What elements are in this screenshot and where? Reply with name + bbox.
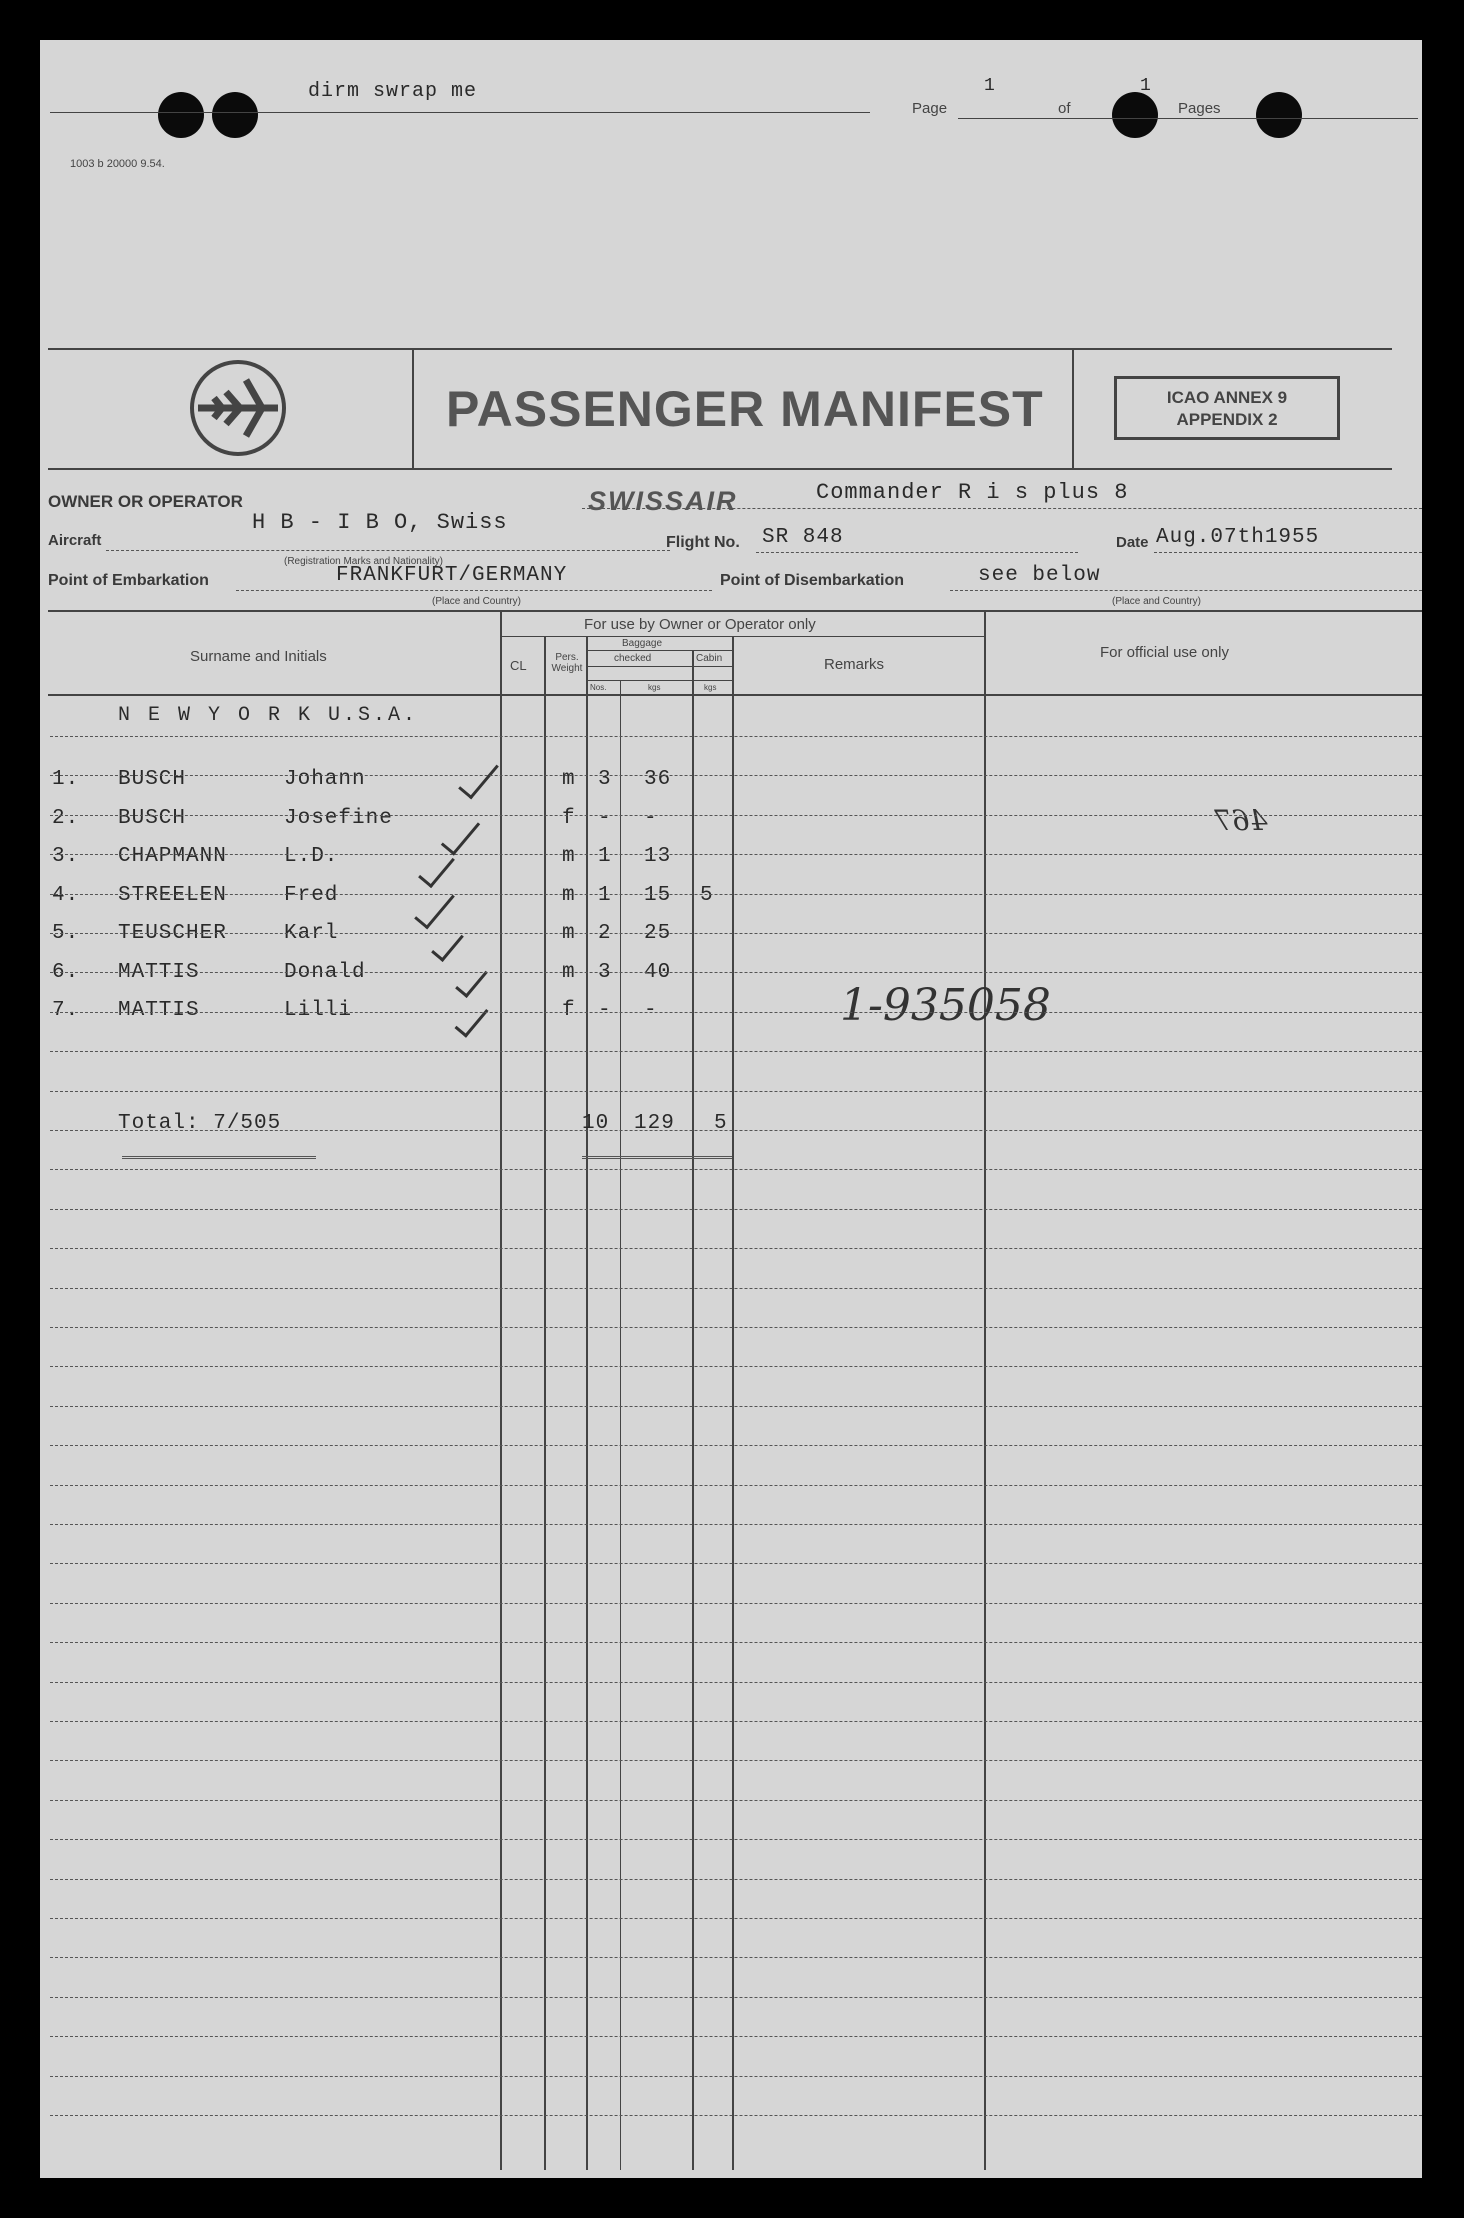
table-rule <box>50 1445 1422 1446</box>
airline-name: SWISSAIR <box>588 486 738 516</box>
row-number: 3. <box>52 845 80 868</box>
row-weight: f <box>562 806 576 830</box>
disembark-caption: (Place and Country) <box>1112 596 1201 607</box>
row-number: 5. <box>52 922 80 945</box>
row-weight: f <box>562 999 576 1022</box>
info-rule <box>582 508 1422 509</box>
date-label: Date <box>1116 534 1149 551</box>
row-number: 1. <box>52 768 80 791</box>
col-cl-header: CL <box>510 658 527 673</box>
aircraft-label: Aircraft <box>48 532 102 549</box>
table-rule <box>50 1563 1422 1564</box>
total-underline <box>582 1156 732 1159</box>
table-top-rule <box>48 610 1422 612</box>
row-baggage-kgs: 40 <box>644 960 672 984</box>
row-baggage-kgs: 13 <box>644 845 672 868</box>
embark-value: FRANKFURT/GERMANY <box>336 564 568 587</box>
row-surname: BUSCH <box>118 768 187 791</box>
disembark-value: see below <box>978 564 1101 587</box>
row-baggage-nos: 2 <box>598 922 612 945</box>
table-rule <box>50 1760 1422 1761</box>
page-label: Page <box>912 100 948 117</box>
table-rule <box>50 1642 1422 1643</box>
row-number: 6. <box>52 960 80 984</box>
baggage-rule <box>586 650 732 651</box>
table-rule <box>50 933 1422 934</box>
punch-hole <box>1112 92 1158 138</box>
row-cabin-kgs: 5 <box>700 883 714 907</box>
kgs-header: kgs <box>648 683 661 692</box>
table-row <box>40 880 1422 920</box>
handwritten-official: 467 <box>1214 804 1268 837</box>
cabin-header: Cabin <box>696 653 723 664</box>
row-baggage-nos: 1 <box>598 883 612 907</box>
table-rule <box>50 2076 1422 2077</box>
table-rule <box>50 1918 1422 1919</box>
embark-label: Point of Embarkation <box>48 572 209 589</box>
table-row <box>40 841 1422 881</box>
table-rule <box>50 1169 1422 1170</box>
table-rule <box>50 1721 1422 1722</box>
row-weight: m <box>562 845 576 868</box>
col-weight-header: Pers. Weight <box>551 652 583 674</box>
top-rule-right <box>958 118 1418 119</box>
header-bottom-rule <box>48 468 1392 470</box>
table-rule <box>50 1091 1422 1092</box>
form-code: 1003 b 20000 9.54. <box>70 158 165 170</box>
checked-header: checked <box>614 653 652 664</box>
icao-box <box>1114 376 1340 440</box>
table-rule <box>50 1366 1422 1367</box>
total-kgs: 129 <box>634 1112 675 1135</box>
row-initials: Donald <box>284 960 366 984</box>
table-rule <box>50 1012 1422 1013</box>
table-rule <box>50 1209 1422 1210</box>
row-baggage-kgs: - <box>644 806 658 830</box>
header-divider <box>1072 350 1074 468</box>
table-rule <box>50 1485 1422 1486</box>
manifest-sheet <box>40 40 1422 2178</box>
table-rule <box>50 1130 1422 1131</box>
table-row <box>40 995 1422 1035</box>
owner-use-rule <box>500 636 984 637</box>
row-baggage-nos: - <box>598 999 612 1022</box>
table-row <box>40 957 1422 997</box>
table-rule <box>50 1800 1422 1801</box>
destination-label: N E W Y O R K U.S.A. <box>118 704 419 727</box>
info-rule <box>950 590 1422 591</box>
info-rule <box>106 550 670 551</box>
table-row <box>40 764 1422 804</box>
punch-hole <box>158 92 204 138</box>
row-initials: Karl <box>284 922 339 945</box>
disembark-label: Point of Disembarkation <box>720 572 905 589</box>
header-divider <box>412 350 414 468</box>
table-rule <box>50 1997 1422 1998</box>
flight-label: Flight No. <box>666 534 740 551</box>
remarks-header: Remarks <box>824 656 885 673</box>
punch-hole <box>212 92 258 138</box>
table-rule <box>50 1524 1422 1525</box>
table-rule <box>50 854 1422 855</box>
row-baggage-nos: 3 <box>598 960 612 984</box>
checked-rule <box>586 666 732 667</box>
subhead-rule <box>586 680 732 681</box>
row-baggage-kgs: 15 <box>644 883 672 907</box>
table-rule <box>50 972 1422 973</box>
flight-value: SR 848 <box>762 526 844 549</box>
handwritten-remark: 1-935058 <box>840 980 1051 1031</box>
row-weight: m <box>562 768 576 791</box>
registration-caption: (Registration Marks and Nationality) <box>284 556 443 567</box>
row-initials: L.D. <box>284 845 339 868</box>
row-surname: MATTIS <box>118 960 200 984</box>
total-nos: 10 <box>582 1112 610 1135</box>
owner-use-header: For use by Owner or Operator only <box>584 616 816 633</box>
table-rule <box>50 1406 1422 1407</box>
row-baggage-kgs: 36 <box>644 768 672 791</box>
table-rule <box>50 1839 1422 1840</box>
row-baggage-nos: - <box>598 806 612 830</box>
top-rule <box>50 112 870 113</box>
row-number: 4. <box>52 883 80 907</box>
aircraft-value: H B - I B O, Swiss <box>252 510 508 535</box>
row-initials: Lilli <box>284 999 353 1022</box>
nos-header: Nos. <box>590 683 607 692</box>
row-initials: Fred <box>284 883 339 907</box>
row-weight: m <box>562 922 576 945</box>
table-rule <box>50 2036 1422 2037</box>
date-value: Aug.07th1955 <box>1156 526 1320 549</box>
table-rule <box>50 775 1422 776</box>
row-number: 7. <box>52 999 80 1022</box>
row-surname: MATTIS <box>118 999 200 1022</box>
row-baggage-nos: 3 <box>598 768 612 791</box>
typed-note: dirm swrap me <box>308 80 478 103</box>
commander-field: Commander R i s plus 8 <box>816 480 1129 505</box>
table-row <box>40 918 1422 958</box>
pages-label: Pages <box>1178 100 1221 117</box>
table-rule <box>50 1051 1422 1052</box>
official-use-header: For official use only <box>1100 644 1229 661</box>
table-rule <box>50 894 1422 895</box>
header-top-rule <box>48 348 1392 350</box>
row-surname: BUSCH <box>118 806 187 830</box>
punch-hole <box>1256 92 1302 138</box>
icao-line2: APPENDIX 2 <box>1176 410 1278 429</box>
row-number: 2. <box>52 806 80 830</box>
total-cabin: 5 <box>714 1112 728 1135</box>
row-surname: CHAPMANN <box>118 845 227 868</box>
total-underline <box>122 1156 316 1159</box>
table-rule <box>50 2115 1422 2116</box>
info-rule <box>236 590 712 591</box>
row-weight: m <box>562 960 576 984</box>
table-header-rule <box>48 694 1422 696</box>
row-weight: m <box>562 883 576 907</box>
col-surname-header: Surname and Initials <box>190 648 327 665</box>
table-rule <box>50 736 1422 737</box>
page-title: PASSENGER MANIFEST <box>446 381 1044 437</box>
baggage-header: Baggage <box>622 638 663 649</box>
row-initials: Josefine <box>284 806 393 830</box>
info-rule <box>1154 552 1422 553</box>
table-rule <box>50 1879 1422 1880</box>
pages-value: 1 <box>1140 76 1152 96</box>
row-surname: STREELEN <box>118 883 227 907</box>
row-baggage-nos: 1 <box>598 845 612 868</box>
row-initials: Johann <box>284 768 366 791</box>
table-rule <box>50 1957 1422 1958</box>
row-baggage-kgs: - <box>644 999 658 1022</box>
table-rule <box>50 815 1422 816</box>
row-surname: TEUSCHER <box>118 922 227 945</box>
airplane-logo-icon <box>186 358 290 458</box>
table-rule <box>50 1327 1422 1328</box>
info-rule <box>756 552 1078 553</box>
of-label: of <box>1058 100 1071 117</box>
table-rule <box>50 1603 1422 1604</box>
icao-line1: ICAO ANNEX 9 <box>1166 388 1288 407</box>
row-baggage-kgs: 25 <box>644 922 672 945</box>
table-rule <box>50 1682 1422 1683</box>
cabin-kgs-header: kgs <box>704 683 717 692</box>
table-rule <box>50 1288 1422 1289</box>
total-label: Total: 7/505 <box>118 1112 282 1135</box>
owner-label: OWNER OR OPERATOR <box>48 492 243 511</box>
embark-caption: (Place and Country) <box>432 596 521 607</box>
page-value: 1 <box>984 76 996 96</box>
table-rule <box>50 1248 1422 1249</box>
